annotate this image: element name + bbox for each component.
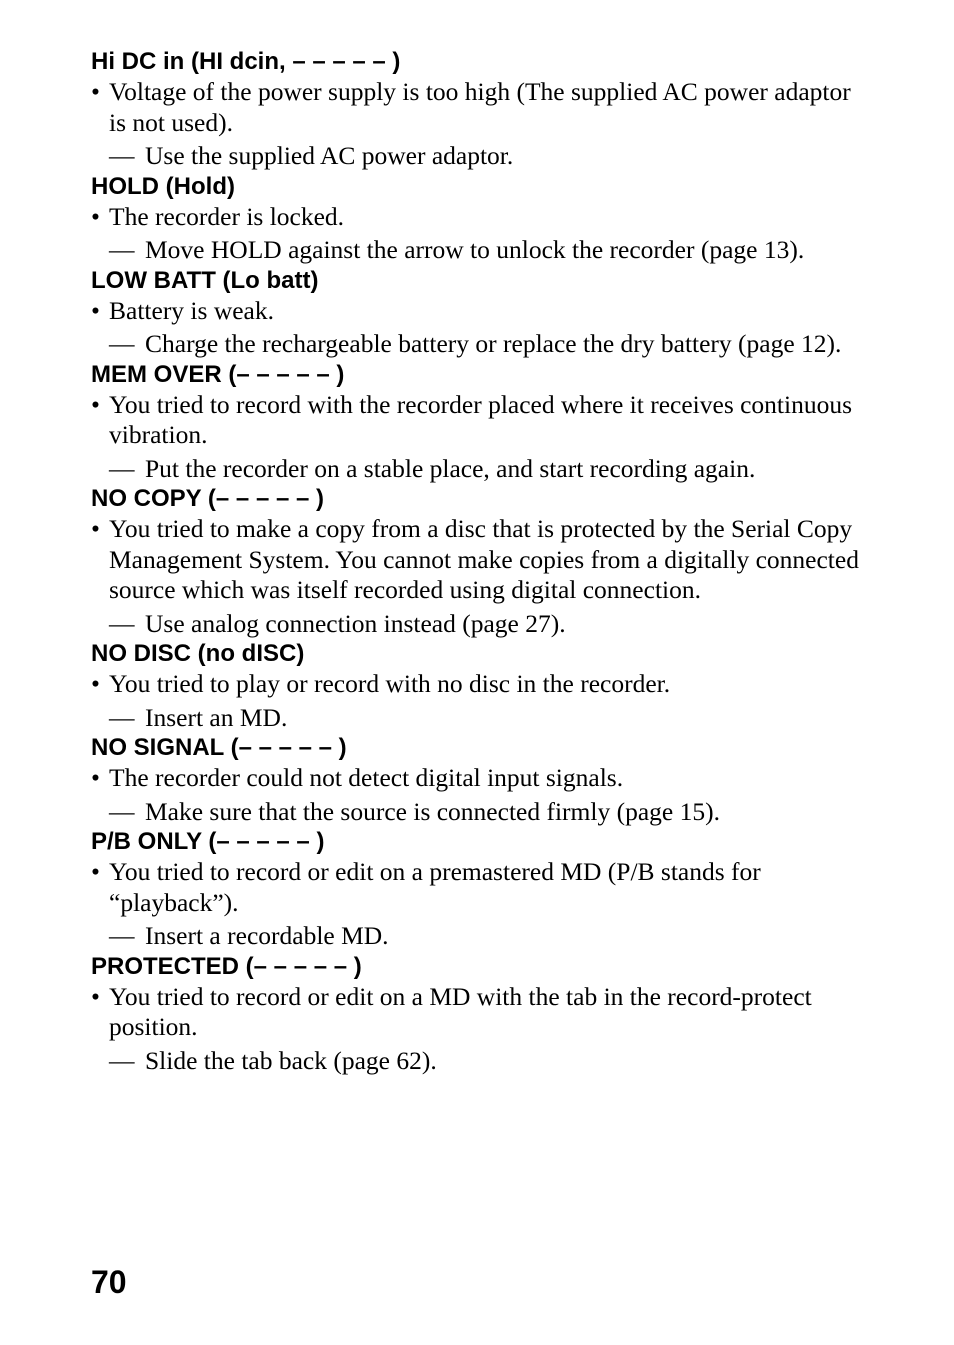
- dash-icon: —: [109, 608, 135, 638]
- entry-heading: MEM OVER (– – – – – ): [91, 360, 345, 388]
- remedy-text: Make sure that the source is connected firmly (page 15).: [145, 796, 720, 826]
- bullet-icon: •: [91, 201, 100, 231]
- remedy-text: Charge the rechargeable battery or replace the dry battery (page 12).: [145, 329, 842, 358]
- cause-item: [91, 390, 871, 451]
- cause-text: The recorder could not detect digital input signals.: [109, 763, 624, 792]
- cause-item: [91, 982, 871, 1043]
- remedy-item: [91, 609, 871, 640]
- remedy-text: Slide the tab back (page 62).: [145, 1045, 437, 1075]
- remedy-item: [91, 797, 871, 828]
- remedy-text: Put the recorder on a stable place, and start recording again.: [145, 453, 756, 483]
- entry-low-batt: [91, 266, 871, 360]
- entry-pb-only: [91, 827, 871, 952]
- cause-text: The recorder is locked.: [109, 201, 345, 231]
- entry-heading: NO COPY (– – – – – ): [91, 485, 324, 512]
- entry-mem-over: [91, 360, 871, 485]
- dash-icon: —: [109, 453, 135, 483]
- dash-icon: —: [109, 141, 135, 170]
- dash-icon: —: [109, 235, 135, 264]
- bullet-icon: •: [91, 763, 100, 792]
- bullet-icon: •: [91, 857, 100, 886]
- dash-icon: —: [109, 329, 135, 358]
- entry-hi-dc-in: [91, 47, 871, 172]
- remedy-item: [91, 329, 871, 360]
- remedy-text: Insert a recordable MD.: [145, 921, 389, 950]
- cause-text: You tried to record with the recorder placed where it receives continuous vibration.: [109, 389, 853, 449]
- entry-heading: NO SIGNAL (– – – – – ): [91, 734, 347, 761]
- remedy-item: [91, 235, 871, 266]
- bullet-icon: •: [91, 669, 100, 698]
- cause-item: [91, 202, 871, 233]
- entry-heading: LOW BATT (Lo batt): [91, 266, 319, 294]
- cause-item: [91, 77, 871, 138]
- remedy-item: [91, 1046, 871, 1077]
- remedy-text: Use analog connection instead (page 27).: [145, 608, 566, 638]
- remedy-text: Move HOLD against the arrow to unlock the recorder (page 13).: [145, 235, 805, 264]
- bullet-icon: •: [91, 389, 100, 419]
- entry-no-signal: [91, 733, 871, 827]
- remedy-text: Use the supplied AC power adaptor.: [145, 141, 514, 170]
- bullet-icon: •: [91, 514, 100, 543]
- remedy-text: Insert an MD.: [145, 702, 288, 732]
- bullet-icon: •: [91, 981, 100, 1011]
- entry-protected: [91, 952, 871, 1077]
- cause-text: You tried to record or edit on a MD with the tab in the record-protect position.: [109, 981, 812, 1041]
- entry-heading: P/B ONLY (– – – – – ): [91, 828, 325, 855]
- cause-item: [91, 669, 871, 700]
- entry-heading: HOLD (Hold): [91, 172, 235, 200]
- cause-text: You tried to play or record with no disc in the recorder.: [109, 669, 671, 698]
- entry-heading: Hi DC in (HI dcin, – – – – – ): [91, 48, 401, 75]
- remedy-item: [91, 141, 871, 172]
- entry-no-copy: [91, 484, 871, 639]
- cause-text: You tried to record or edit on a premastered MD (P/B stands for “playback”).: [109, 857, 761, 917]
- bullet-icon: •: [91, 295, 100, 325]
- cause-item: [91, 857, 871, 918]
- bullet-icon: •: [91, 77, 100, 106]
- cause-text: You tried to make a copy from a disc that is protected by the Serial Copy Management System. You cannot make copies from a digitally connected source which was itself recorded using digital connection.: [109, 514, 859, 604]
- entry-heading: PROTECTED (– – – – – ): [91, 952, 362, 980]
- dash-icon: —: [109, 702, 135, 732]
- cause-item: [91, 296, 871, 327]
- page-number: 70: [91, 1264, 127, 1300]
- message-list: [91, 47, 871, 1076]
- cause-text: Battery is weak.: [109, 295, 274, 325]
- dash-icon: —: [109, 921, 135, 950]
- remedy-item: [91, 454, 871, 485]
- cause-text: Voltage of the power supply is too high (The supplied AC power adaptor is not used).: [109, 77, 851, 137]
- dash-icon: —: [109, 1045, 135, 1075]
- remedy-item: [91, 703, 871, 734]
- entry-no-disc: [91, 639, 871, 733]
- cause-item: [91, 514, 871, 606]
- remedy-item: [91, 921, 871, 952]
- entry-hold: [91, 172, 871, 266]
- dash-icon: —: [109, 796, 135, 826]
- cause-item: [91, 763, 871, 794]
- entry-heading: NO DISC (no dISC): [91, 640, 305, 667]
